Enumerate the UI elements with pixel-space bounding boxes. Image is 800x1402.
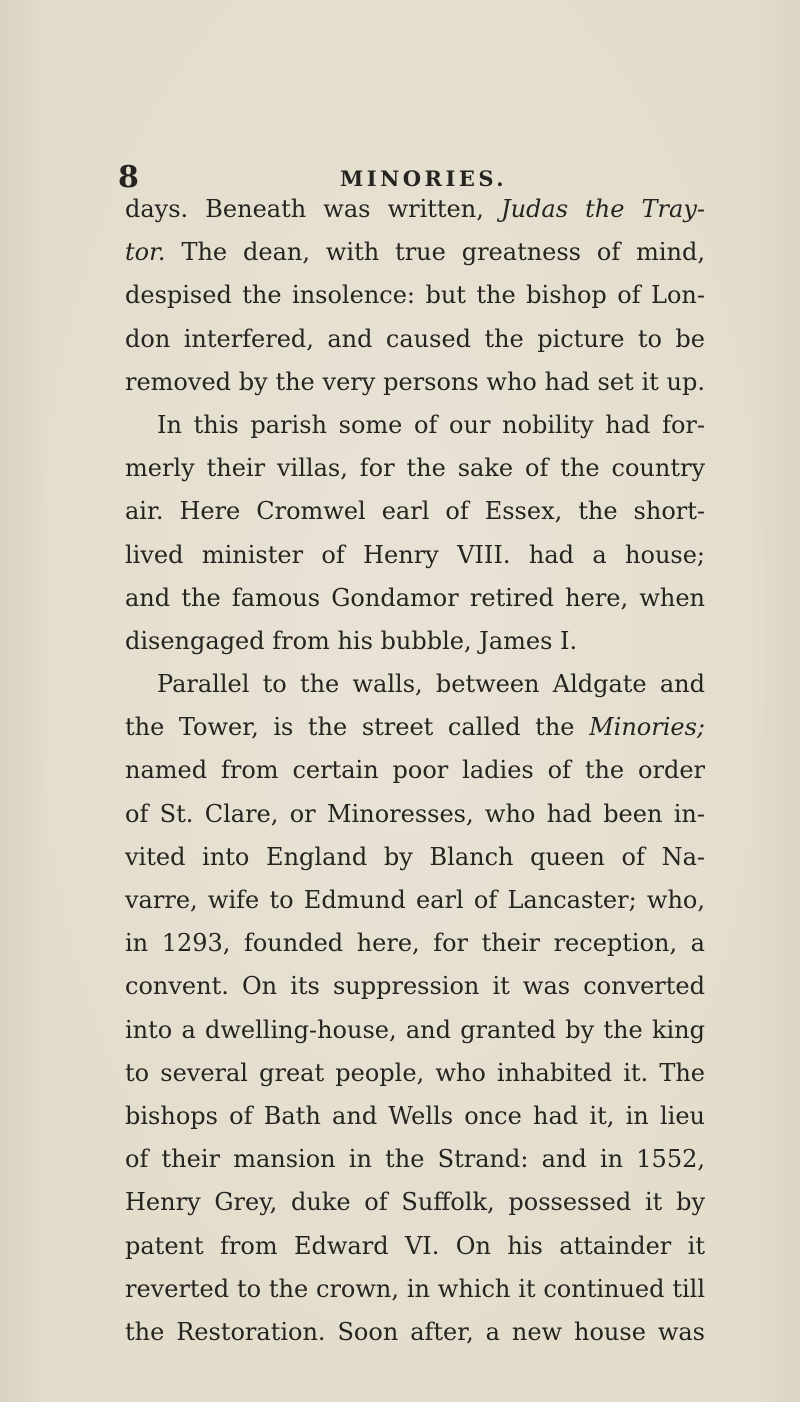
text-line: air. Here Cromwel earl of Essex, the short- bbox=[125, 497, 705, 526]
text-line: reverted to the crown, in which it continued till bbox=[125, 1274, 705, 1303]
text-line: don interfered, and caused the picture to be bbox=[125, 324, 705, 353]
italic-segment: Minories; bbox=[589, 713, 705, 742]
text-line: disengaged from his bubble, James I. bbox=[125, 626, 578, 655]
text-line: varre, wife to Edmund earl of Lancaster; who, bbox=[125, 886, 705, 914]
text-line bbox=[125, 188, 705, 231]
text-line: named from certain poor ladies of the order bbox=[125, 756, 705, 785]
text-line: convent. On its suppression it was converted bbox=[125, 972, 705, 1001]
text-line: Parallel to the walls, between Aldgate and bbox=[157, 670, 705, 699]
running-head: MINORIES. bbox=[340, 166, 508, 191]
body-text bbox=[125, 188, 705, 1354]
text-line: lived minister of Henry VIII. had a house; bbox=[125, 540, 705, 569]
text-line: to several great people, who inhabited it. The bbox=[125, 1058, 705, 1087]
italic-segment: tor. bbox=[125, 238, 166, 267]
text-line bbox=[125, 231, 705, 274]
text-line: despised the insolence: but the bishop of Lon- bbox=[125, 281, 705, 310]
text-line: and the famous Gondamor retired here, when bbox=[125, 583, 705, 612]
text-line: in 1293, founded here, for their reception, a bbox=[125, 929, 705, 958]
text-line: into a dwelling-house, and granted by the king bbox=[125, 1015, 705, 1044]
text-line: vited into England by Blanch queen of Na- bbox=[125, 842, 705, 871]
text-segment: the Tower, is the street called the bbox=[125, 713, 590, 742]
text-line: patent from Edward VI. On his attainder it bbox=[125, 1231, 705, 1260]
text-line: the Restoration. Soon after, a new house was bbox=[125, 1317, 705, 1346]
text-line: of St. Clare, or Minoresses, who had been in- bbox=[125, 799, 705, 828]
text-line bbox=[125, 706, 705, 749]
text-line: bishops of Bath and Wells once had it, in lieu bbox=[125, 1101, 705, 1130]
page-number: 8 bbox=[118, 160, 139, 195]
italic-segment: Judas the Tray- bbox=[500, 195, 705, 223]
text-line: Henry Grey, duke of Suffolk, possessed it by bbox=[125, 1188, 705, 1217]
text-line: of their mansion in the Strand: and in 1552, bbox=[125, 1145, 705, 1174]
text-line: merly their villas, for the sake of the country bbox=[125, 454, 705, 483]
text-line: In this parish some of our nobility had for- bbox=[157, 410, 705, 439]
text-line: removed by the very persons who had set it up. bbox=[125, 367, 705, 396]
text-segment: The dean, with true greatness of mind, bbox=[165, 238, 705, 267]
text-segment: days. Beneath was written, bbox=[125, 195, 501, 223]
